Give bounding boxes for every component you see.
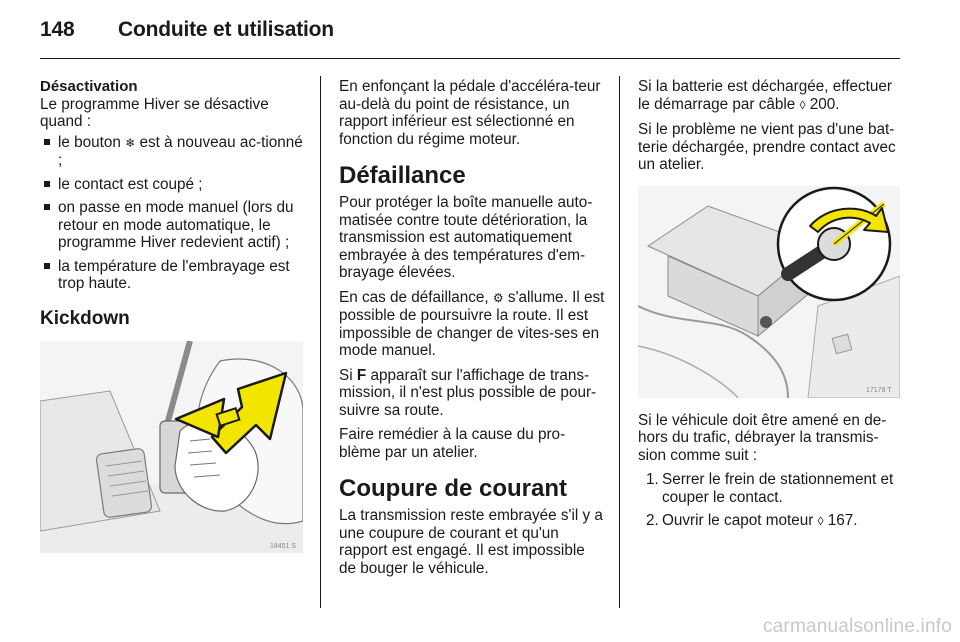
list-item: le contact est coupé ; bbox=[40, 176, 305, 194]
tow-paragraph: Si le véhicule doit être amené en de-hors du trafic, débrayer la transmis-sion comme suit : bbox=[638, 411, 887, 464]
failure-paragraph-3: Si F apparaît sur l'affichage de trans-mission, il n'est plus possible de pour-suivre sa route. bbox=[339, 366, 597, 419]
failure-paragraph-4: Faire remédier à la cause du pro-blème par un atelier. bbox=[339, 426, 566, 461]
column-3 bbox=[638, 78, 902, 537]
figure-code: 18451 S bbox=[270, 543, 297, 550]
figure-code: 17178 T bbox=[866, 387, 892, 394]
deactivation-list bbox=[40, 134, 305, 293]
reference-arrow-icon: ◊ bbox=[817, 514, 824, 528]
kickdown-pedal-figure bbox=[40, 341, 303, 553]
column-2 bbox=[339, 78, 605, 584]
heading-power-cut: Coupure de courant bbox=[339, 475, 568, 502]
column-1 bbox=[40, 78, 305, 553]
page-header bbox=[40, 18, 334, 42]
page-title: Conduite et utilisation bbox=[118, 18, 334, 41]
gearbox-warning-icon: ⚙ bbox=[492, 290, 504, 305]
list-item: 2. Ouvrir le capot moteur ◊ 167. bbox=[646, 512, 858, 529]
page-reference[interactable]: 200. bbox=[809, 95, 840, 113]
winter-intro: Le programme Hiver se désactive quand : bbox=[40, 95, 269, 130]
column-divider-1 bbox=[320, 76, 321, 608]
heading-kickdown: Kickdown bbox=[40, 307, 130, 329]
heading-failure: Défaillance bbox=[339, 162, 466, 189]
list-item: la température de l'embrayage est trop haute. bbox=[40, 258, 305, 293]
snowflake-icon: ❄ bbox=[125, 135, 136, 150]
watermark: carmanualsonline.info bbox=[762, 616, 952, 637]
reference-arrow-icon: ◊ bbox=[799, 97, 806, 112]
list-item: 1. Serrer le frein de stationnement et couper le contact. bbox=[646, 471, 894, 506]
list-item: on passe en mode manuel (lors du retour en mode automatique, le programme Hiver redevient actif) ; bbox=[40, 199, 305, 252]
workshop-paragraph: Si le problème ne vient pas d'une bat-terie déchargée, prendre contact avec un atelier. bbox=[638, 121, 896, 173]
steps-list bbox=[638, 471, 902, 531]
battery-paragraph: Si la batterie est déchargée, effectuer le démarrage par câble ◊ 200. bbox=[638, 78, 892, 113]
engine-bay-figure bbox=[638, 186, 900, 398]
subheading-deactivation: Désactivation bbox=[40, 78, 138, 95]
failure-paragraph-2: En cas de défaillance, ⚙ s'allume. Il est possible de poursuivre la route. Il est impossible de changer de vites-ses en mode manuel. bbox=[339, 288, 605, 359]
kickdown-text: En enfonçant la pédale d'accéléra-teur au-delà du point de résistance, un rapport inférieur est sélectionné en fonction du régime moteur. bbox=[339, 78, 601, 148]
power-cut-paragraph: La transmission reste embrayée s'il y a une coupure de courant et qu'un rapport est engagé. Il est impossible de bouger le véhicule. bbox=[339, 507, 603, 577]
page-reference[interactable]: 167. bbox=[827, 512, 858, 529]
header-rule bbox=[40, 58, 900, 59]
list-item: le bouton ❄ est à nouveau ac-tionné ; bbox=[40, 134, 305, 170]
failure-paragraph-1: Pour protéger la boîte manuelle auto-matisée contre toute détérioration, la transmission est automatiquement embrayée à des températures d'em-brayage élevées. bbox=[339, 194, 593, 281]
column-divider-2 bbox=[619, 76, 620, 608]
page-number: 148 bbox=[40, 18, 75, 41]
